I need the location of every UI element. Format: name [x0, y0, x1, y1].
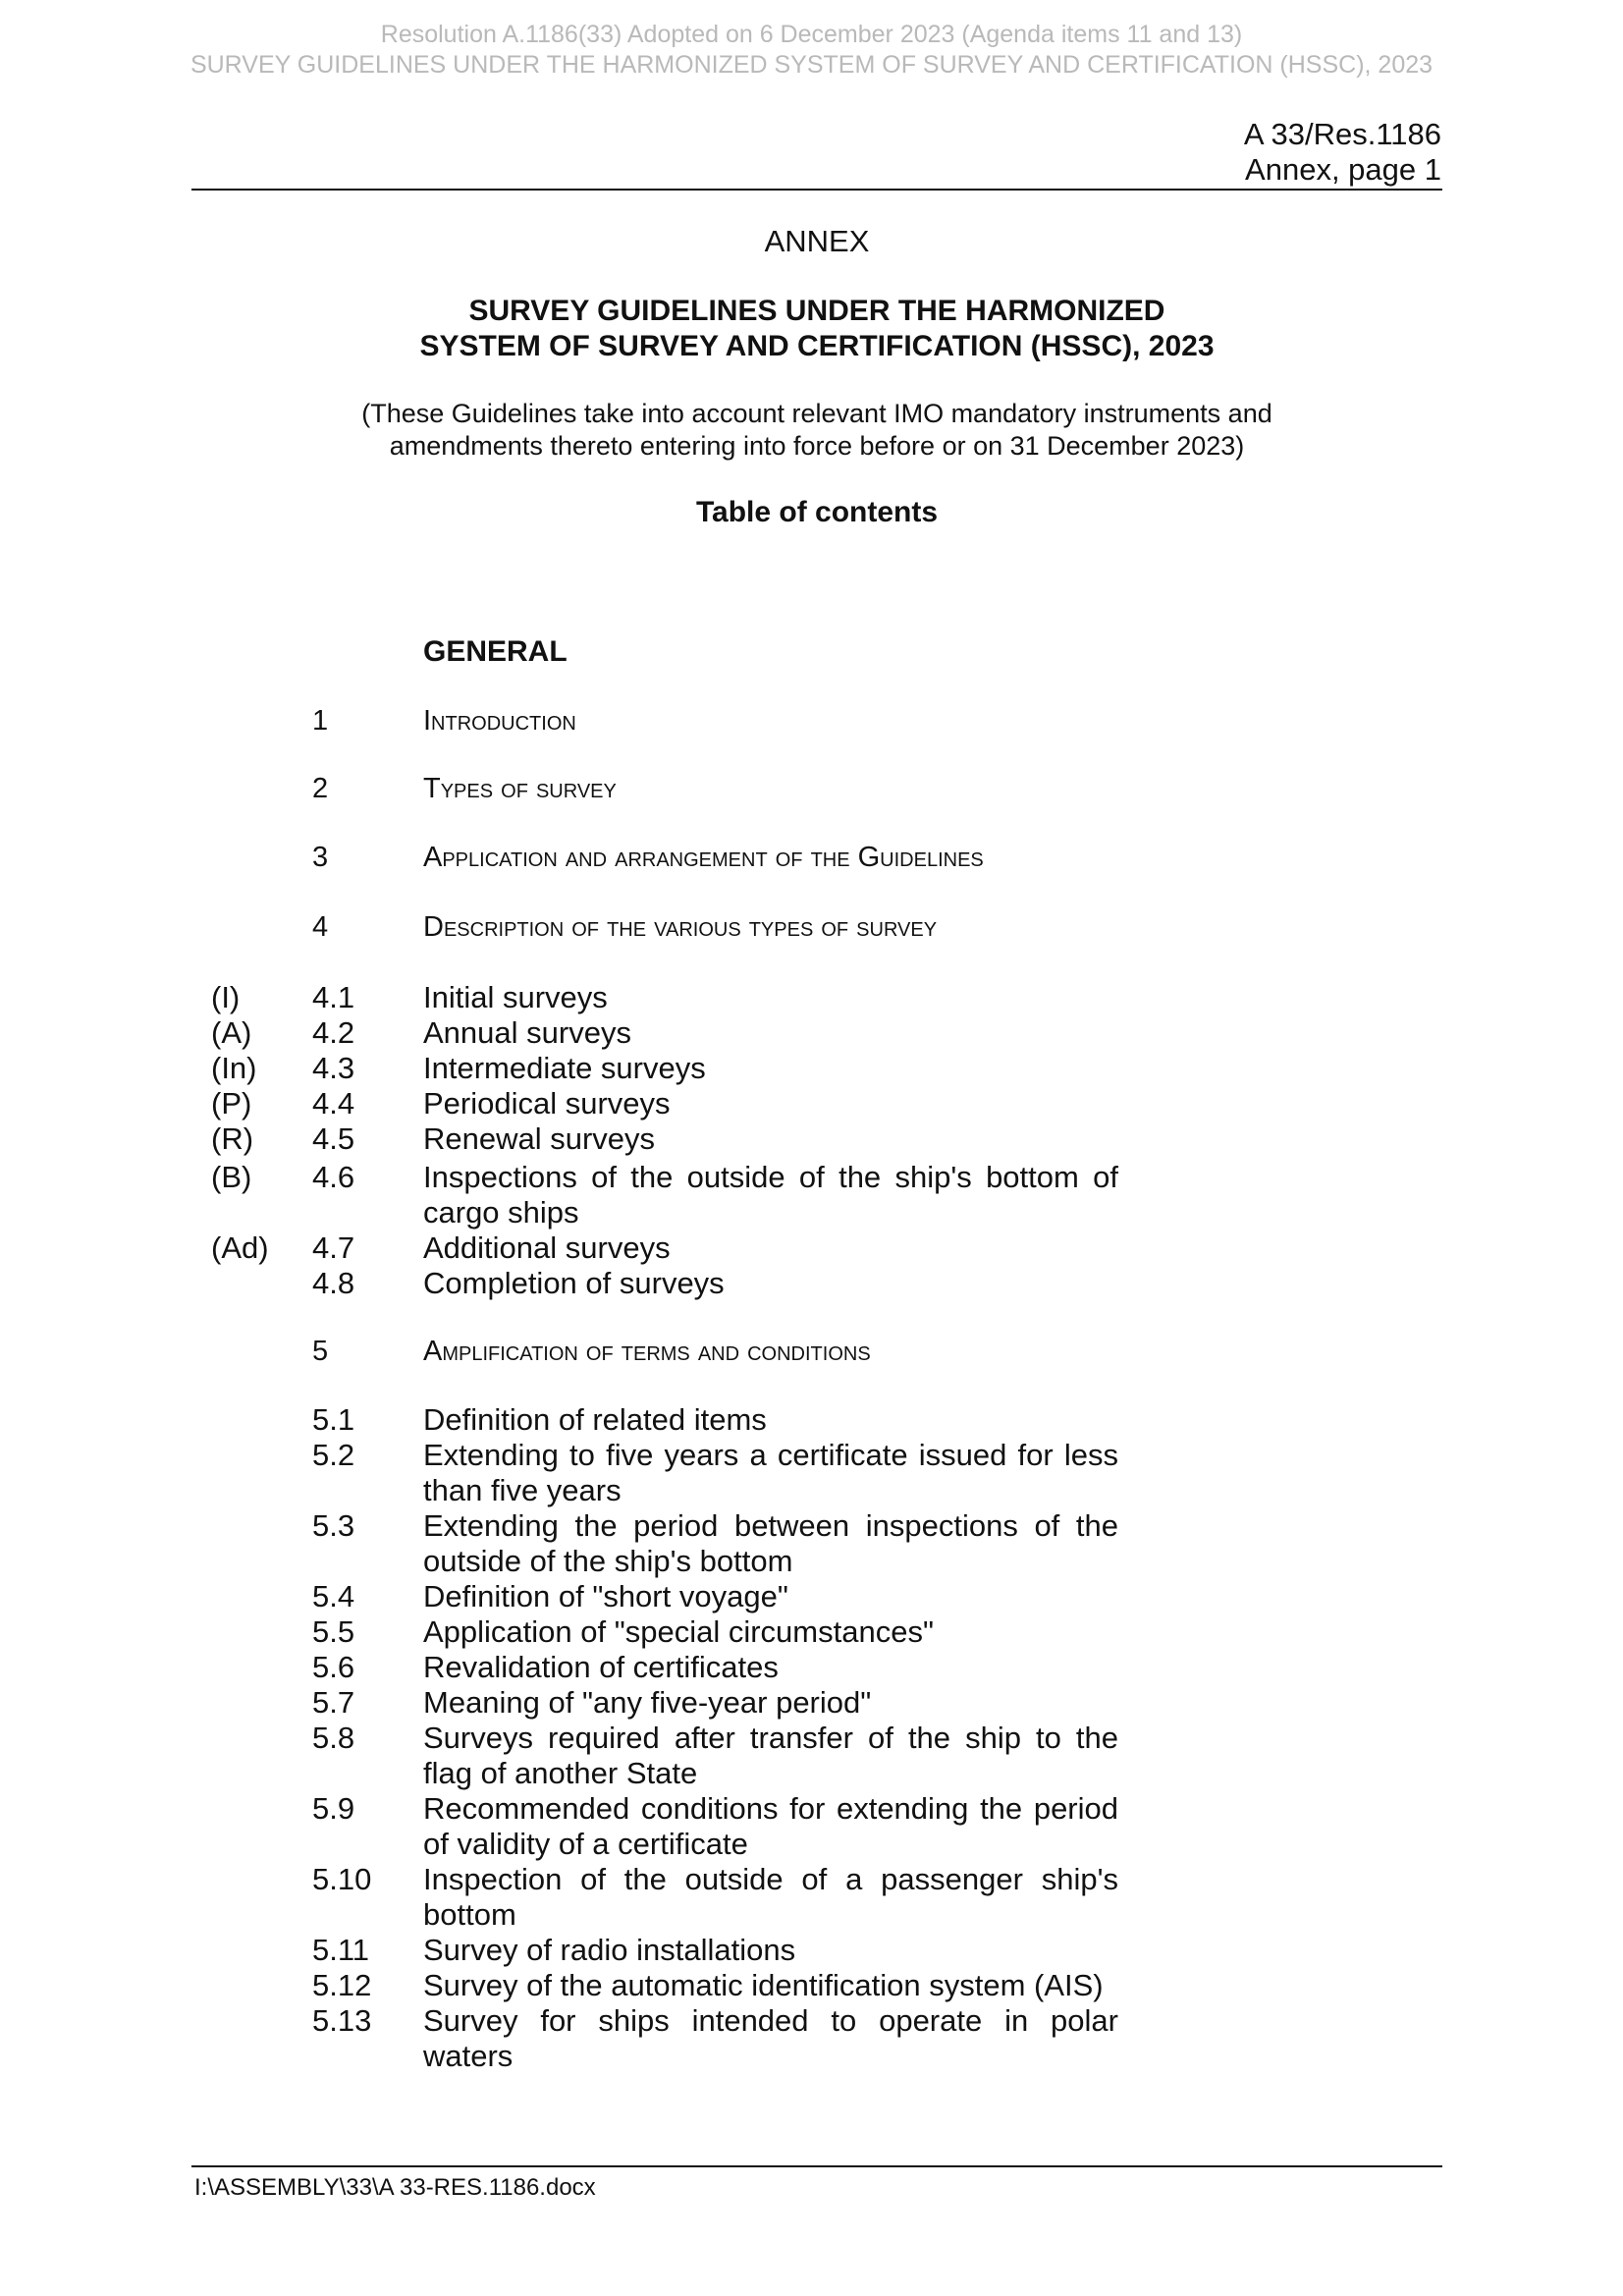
annex-label: ANNEX	[764, 224, 870, 258]
section-number: 4	[312, 911, 329, 943]
section-number: 5	[312, 1336, 329, 1367]
footer-file-path: I:\ASSEMBLY\33\A 33-RES.1186.docx	[194, 2174, 596, 2201]
section-title: Amplification of terms and conditions	[423, 1336, 871, 1367]
page-reference: Annex, page 1	[1245, 152, 1441, 187]
item-number: 4.2	[312, 1015, 355, 1050]
toc-item-5-6	[0, 1650, 1623, 1685]
item-text: Definition of "short voyage"	[423, 1579, 788, 1613]
item-text: Recommended conditions for extending the period of validity of a certificate	[423, 1791, 1118, 1861]
toc-section-4	[0, 909, 1623, 945]
section-title: Types of survey	[423, 773, 617, 804]
toc-item-5-2	[0, 1438, 1623, 1508]
item-text: Completion of surveys	[423, 1266, 725, 1300]
item-number: 4.6	[312, 1160, 355, 1194]
item-number: 4.7	[312, 1230, 355, 1265]
item-number: 5.8	[312, 1721, 355, 1755]
item-number: 4.1	[312, 980, 355, 1014]
toc-item-5-8	[0, 1721, 1623, 1791]
toc-section-3	[0, 840, 1623, 875]
toc-item-5-4	[0, 1579, 1623, 1614]
toc-item-4-8	[0, 1266, 1623, 1301]
item-number: 4.8	[312, 1266, 355, 1300]
item-number: 5.1	[312, 1402, 355, 1437]
item-number: 5.2	[312, 1438, 355, 1472]
item-number: 4.5	[312, 1121, 355, 1156]
toc-item-5-7	[0, 1685, 1623, 1721]
toc-item-5-11	[0, 1933, 1623, 1968]
amplifications-list	[0, 1402, 1623, 2074]
item-text: Inspections of the outside of the ship's bottom of cargo ships	[423, 1160, 1118, 1230]
item-text: Revalidation of certificates	[423, 1650, 779, 1684]
item-text: Survey of the automatic identification system (AIS)	[423, 1968, 1104, 2002]
section-title: Introduction	[423, 705, 576, 737]
item-number: 5.4	[312, 1579, 355, 1613]
toc-item-5-12	[0, 1968, 1623, 2003]
survey-types-list	[0, 980, 1623, 1301]
toc-section-1	[0, 703, 1623, 738]
item-number: 5.9	[312, 1791, 355, 1826]
item-text: Renewal surveys	[423, 1121, 656, 1156]
footer-rule	[191, 2165, 1442, 2167]
item-number: 5.6	[312, 1650, 355, 1684]
toc-item-4-5	[0, 1121, 1623, 1157]
item-text: Surveys required after transfer of the ship to the flag of another State	[423, 1721, 1118, 1790]
item-number: 5.3	[312, 1508, 355, 1543]
title-line-2: SYSTEM OF SURVEY AND CERTIFICATION (HSSC), 2023	[419, 330, 1215, 362]
toc-heading: Table of contents	[695, 496, 939, 528]
document-header	[1244, 117, 1441, 188]
toc-item-5-9	[0, 1791, 1623, 1862]
document-reference: A 33/Res.1186	[1243, 117, 1441, 151]
toc-item-5-1	[0, 1402, 1623, 1438]
item-number: 5.10	[312, 1862, 372, 1896]
watermark-line-2: SURVEY GUIDELINES UNDER THE HARMONIZED SYSTEM OF SURVEY AND CERTIFICATION (HSSC), 2023	[189, 51, 1434, 79]
survey-code: (I)	[211, 980, 241, 1014]
item-number: 5.7	[312, 1685, 355, 1720]
toc-item-4-6	[0, 1160, 1623, 1230]
section-number: 3	[312, 842, 329, 873]
item-text: Additional surveys	[423, 1230, 671, 1265]
toc-item-4-2	[0, 1015, 1623, 1051]
subtitle-line-2: amendments thereto entering into force before or on 31 December 2023)	[389, 431, 1245, 461]
toc-section-5	[0, 1334, 1623, 1369]
toc-item-4-7	[0, 1230, 1623, 1266]
toc-item-5-10	[0, 1862, 1623, 1933]
item-number: 5.5	[312, 1614, 355, 1649]
item-number: 5.13	[312, 2003, 372, 2038]
item-number: 4.3	[312, 1051, 355, 1085]
item-text: Definition of related items	[423, 1402, 767, 1437]
document-title	[191, 294, 1442, 364]
header-rule	[191, 189, 1442, 191]
toc-item-4-1	[0, 980, 1623, 1015]
item-text: Annual surveys	[423, 1015, 631, 1050]
document-subtitle	[191, 398, 1442, 463]
item-text: Extending to five years a certificate issued for less than five years	[423, 1438, 1118, 1507]
item-text: Application of "special circumstances"	[423, 1614, 934, 1649]
item-text: Initial surveys	[423, 980, 608, 1014]
section-number: 2	[312, 773, 329, 804]
toc-item-5-5	[0, 1614, 1623, 1650]
survey-code: (A)	[211, 1015, 252, 1050]
section-number: 1	[312, 705, 329, 737]
toc-item-5-13	[0, 2003, 1623, 2074]
toc-item-4-4	[0, 1086, 1623, 1121]
item-number: 5.12	[312, 1968, 372, 2002]
subtitle-line-1: (These Guidelines take into account relevant IMO mandatory instruments and	[361, 399, 1272, 428]
title-line-1: SURVEY GUIDELINES UNDER THE HARMONIZED	[468, 295, 1165, 327]
item-number: 5.11	[312, 1933, 370, 1967]
item-text: Periodical surveys	[423, 1086, 671, 1121]
watermark-line-1: Resolution A.1186(33) Adopted on 6 December 2023 (Agenda items 11 and 13)	[380, 21, 1243, 48]
survey-code: (Ad)	[211, 1230, 269, 1265]
section-title: Description of the various types of survey	[423, 911, 938, 943]
survey-code: (B)	[211, 1160, 252, 1194]
item-text: Extending the period between inspections of the outside of the ship's bottom	[423, 1508, 1118, 1578]
item-text: Survey for ships intended to operate in polar waters	[423, 2003, 1118, 2073]
section-title: Application and arrangement of the Guidelines	[423, 842, 984, 873]
toc-section-2	[0, 771, 1623, 806]
survey-code: (R)	[211, 1121, 254, 1156]
toc-item-5-3	[0, 1508, 1623, 1579]
item-text: Meaning of "any five-year period"	[423, 1685, 872, 1720]
survey-code: (P)	[211, 1086, 252, 1121]
item-text: Survey of radio installations	[423, 1933, 796, 1967]
toc-item-4-3	[0, 1051, 1623, 1086]
survey-code: (In)	[211, 1051, 257, 1085]
item-text: Intermediate surveys	[423, 1051, 706, 1085]
item-number: 4.4	[312, 1086, 355, 1121]
item-text: Inspection of the outside of a passenger ship's bottom	[423, 1862, 1118, 1932]
general-heading: GENERAL	[423, 635, 568, 668]
